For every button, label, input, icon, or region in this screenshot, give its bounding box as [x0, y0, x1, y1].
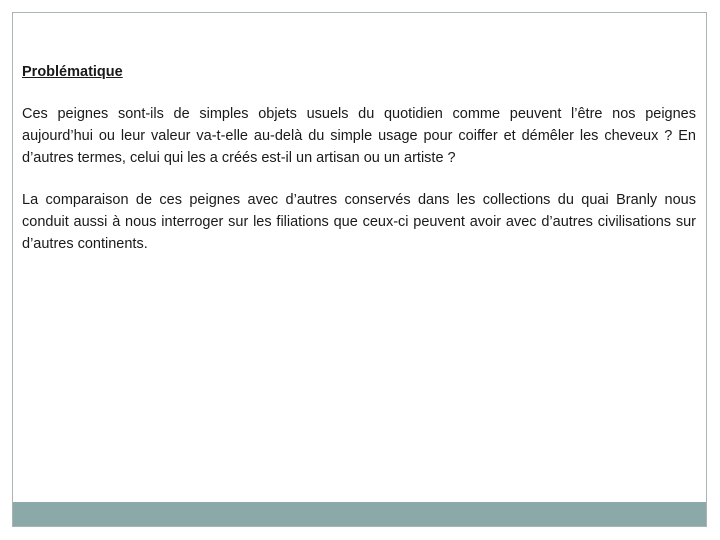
- slide-content: [22, 61, 696, 275]
- slide: [12, 12, 707, 527]
- slide-heading: Problématique: [22, 64, 123, 80]
- paragraph-question: Ces peignes sont-ils de simples objets usuels du quotidien comme peuvent l’être nos peignes aujourd’hui ou leur valeur va-t-elle au-delà du simple usage pour coiffer et démêler les cheveux ? En d’autres termes, celui qui les a créés est-il un artisan ou un artiste ?: [22, 106, 696, 166]
- paragraph-comparison: La comparaison de ces peignes avec d’autres conservés dans les collections du quai Branly nous conduit aussi à nous interroger sur les filiations que ceux-ci peuvent avoir avec d’autres civilisations sur d’autres continents.: [22, 192, 696, 252]
- footer-bar: [13, 502, 706, 526]
